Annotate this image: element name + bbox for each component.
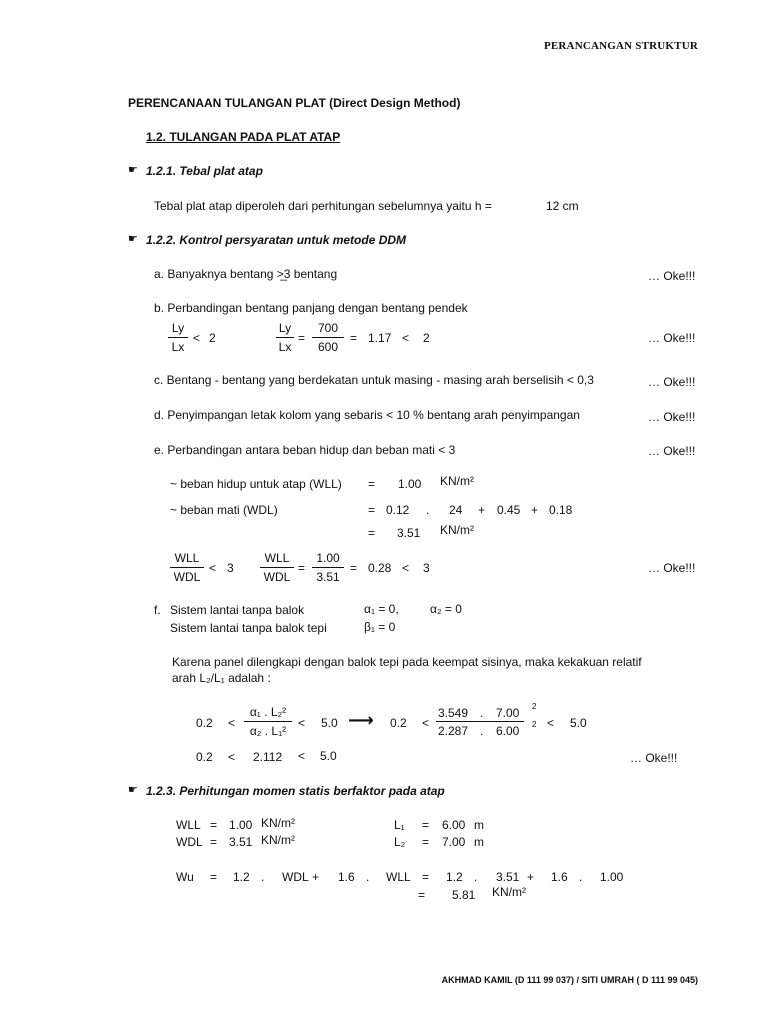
- fraction-bar: [436, 721, 524, 722]
- oke-b: … Oke!!!: [648, 331, 696, 345]
- ratio-wll-wdl: WLL WDL: [170, 551, 204, 584]
- exponent: 2: [532, 720, 537, 729]
- eq-sign: =: [350, 561, 358, 575]
- value: 1.6: [551, 870, 568, 884]
- wll-label: ~ beban hidup untuk atap (WLL): [170, 477, 342, 491]
- stiffness-ratio: α₁ . L₂² α₂ . L₁²: [244, 705, 292, 738]
- value: 1.6: [338, 870, 355, 884]
- value: 3: [423, 561, 430, 575]
- wll-value: 1.00: [229, 818, 253, 832]
- oke-a: … Oke!!!: [648, 269, 696, 283]
- value: 3.549: [438, 706, 469, 720]
- lt-sign: <: [402, 331, 410, 345]
- value: 0.2: [390, 716, 407, 730]
- lt-sign: <: [298, 749, 306, 763]
- lt-sign: <: [228, 750, 236, 764]
- value: 1.2: [446, 870, 463, 884]
- plus: +: [312, 870, 320, 884]
- dot: .: [366, 870, 370, 884]
- f-para-1: Karena panel dilengkapi dengan balok tepi pada keempat sisinya, maka kekakuan relatif: [172, 655, 642, 669]
- hand-pointer-icon: ☛: [128, 164, 138, 176]
- l1-label: L₁: [394, 818, 405, 832]
- subsection-heading-123: 1.2.3. Perhitungan momen statis berfaktor pada atap: [146, 784, 445, 798]
- eq-sign: =: [210, 835, 218, 849]
- check-a: a. Banyaknya bentang >̲3 bentang: [154, 267, 338, 281]
- eq-sign: =: [368, 477, 376, 491]
- exponent: 2: [532, 702, 537, 711]
- check-c: c. Bentang - bentang yang berdekatan untuk masing - masing arah berselisih < 0,3: [154, 373, 594, 387]
- value: 1.2: [233, 870, 250, 884]
- value: 5.0: [570, 716, 587, 730]
- ratio-700-600: 700 600: [312, 321, 344, 354]
- value: 1.00: [600, 870, 624, 884]
- eq-sign: =: [210, 818, 218, 832]
- value: 5.0: [320, 749, 337, 763]
- f2-text: Sistem lantai tanpa balok tepi: [170, 621, 327, 635]
- tebal-value: 12 cm: [546, 199, 579, 213]
- eq-sign: =: [422, 835, 430, 849]
- value: 3.51: [496, 870, 520, 884]
- ratio-ly-lx-2: Ly Lx: [276, 321, 294, 354]
- unit: m: [474, 818, 484, 832]
- oke-f: … Oke!!!: [630, 751, 678, 765]
- unit: KN/m²: [261, 816, 295, 830]
- alpha2: α₂ = 0: [430, 602, 462, 616]
- value: 3: [227, 561, 234, 575]
- plus: +: [531, 503, 539, 517]
- ratio-result: 1.17: [368, 331, 392, 345]
- l1-value: 6.00: [442, 818, 466, 832]
- unit: KN/m²: [261, 833, 295, 847]
- dot: .: [480, 706, 484, 720]
- lt-sign: <: [422, 716, 430, 730]
- eq-sign: =: [422, 818, 430, 832]
- check-d: d. Penyimpangan letak kolom yang sebaris < 10 % bentang arah penyimpangan: [154, 408, 580, 422]
- lt-sign: <: [193, 331, 201, 345]
- value: 2: [209, 331, 216, 345]
- ratio-ly-lx: Ly Lx: [168, 321, 188, 354]
- check-e: e. Perbandingan antara beban hidup dan beban mati < 3: [154, 443, 456, 457]
- unit: m: [474, 835, 484, 849]
- oke-c: … Oke!!!: [648, 375, 696, 389]
- wu-label: Wu: [176, 870, 194, 884]
- unit: KN/m²: [440, 523, 474, 537]
- dot: .: [480, 724, 484, 738]
- wdl-label: WDL: [176, 835, 203, 849]
- lt-sign: <: [209, 561, 217, 575]
- wll-value: 1.00: [398, 477, 422, 491]
- eq-sign: =: [422, 870, 430, 884]
- eq-sign: =: [418, 888, 426, 902]
- l2-value: 7.00: [442, 835, 466, 849]
- value: 7.00: [496, 706, 520, 720]
- value: WDL: [282, 870, 309, 884]
- eq-sign: =: [210, 870, 218, 884]
- value: WLL: [386, 870, 411, 884]
- oke-e2: … Oke!!!: [648, 561, 696, 575]
- lt-sign: <: [298, 716, 306, 730]
- eq-sign: =: [298, 331, 306, 345]
- alpha1: α₁ = 0,: [364, 602, 399, 616]
- dot: .: [474, 870, 478, 884]
- subsection-heading-121: 1.2.1. Tebal plat atap: [146, 164, 263, 178]
- wdl-value: 3.51: [229, 835, 253, 849]
- ratio-result: 0.28: [368, 561, 392, 575]
- eq-sign: =: [368, 503, 376, 517]
- arrow-right-icon: ⟶: [348, 710, 374, 730]
- value: 0.2: [196, 716, 213, 730]
- value: 0.12: [386, 503, 410, 517]
- hand-pointer-icon: ☛: [128, 233, 138, 245]
- check-b: b. Perbandingan bentang panjang dengan bentang pendek: [154, 301, 468, 315]
- dot: .: [579, 870, 583, 884]
- lt-sign: <: [228, 716, 236, 730]
- beta1: β₁ = 0: [364, 620, 396, 634]
- hand-pointer-icon: ☛: [128, 784, 138, 796]
- lt-sign: <: [402, 561, 410, 575]
- section-heading: 1.2. TULANGAN PADA PLAT ATAP: [146, 130, 341, 144]
- value: 24: [449, 503, 463, 517]
- tebal-text: Tebal plat atap diperoleh dari perhitungan sebelumnya yaitu h =: [154, 199, 492, 213]
- value: 2: [423, 331, 430, 345]
- running-header: PERANCANGAN STRUKTUR: [543, 40, 698, 52]
- l2-label: L₂: [394, 835, 406, 849]
- plus: +: [527, 870, 535, 884]
- eq-sign: =: [368, 526, 376, 540]
- dot: .: [261, 870, 265, 884]
- value: 6.00: [496, 724, 520, 738]
- document-title: PERENCANAAN TULANGAN PLAT (Direct Design Method): [128, 96, 461, 110]
- f1-text: Sistem lantai tanpa balok: [170, 603, 305, 617]
- value: 5.0: [321, 716, 338, 730]
- f-para-2: arah L₂/L₁ adalah :: [172, 671, 271, 685]
- oke-d: … Oke!!!: [648, 410, 696, 424]
- value: 0.18: [549, 503, 573, 517]
- ratio-wll-wdl-2: WLL WDL: [260, 551, 294, 584]
- wdl-label: ~ beban mati (WDL): [170, 503, 278, 517]
- wdl-result: 3.51: [397, 526, 421, 540]
- unit: KN/m²: [492, 885, 526, 899]
- subsection-heading-122: 1.2.2. Kontrol persyaratan untuk metode DDM: [146, 233, 407, 247]
- lt-sign: <: [547, 716, 555, 730]
- value: 0.2: [196, 750, 213, 764]
- dot: .: [426, 503, 430, 517]
- plus: +: [478, 503, 486, 517]
- ratio-values: 1.00 3.51: [312, 551, 344, 584]
- check-f: f.: [154, 603, 161, 617]
- eq-sign: =: [350, 331, 358, 345]
- eq-sign: =: [298, 561, 306, 575]
- unit: KN/m²: [440, 474, 474, 488]
- wll-label: WLL: [176, 818, 201, 832]
- oke-e: … Oke!!!: [648, 444, 696, 458]
- page-footer-authors: AKHMAD KAMIL (D 111 99 037) / SITI UMRAH ( D 111 99 045): [441, 975, 698, 985]
- stiffness-result: 2.112: [253, 750, 283, 764]
- value: 0.45: [497, 503, 521, 517]
- wu-result: 5.81: [452, 888, 476, 902]
- value: 2.287: [438, 724, 469, 738]
